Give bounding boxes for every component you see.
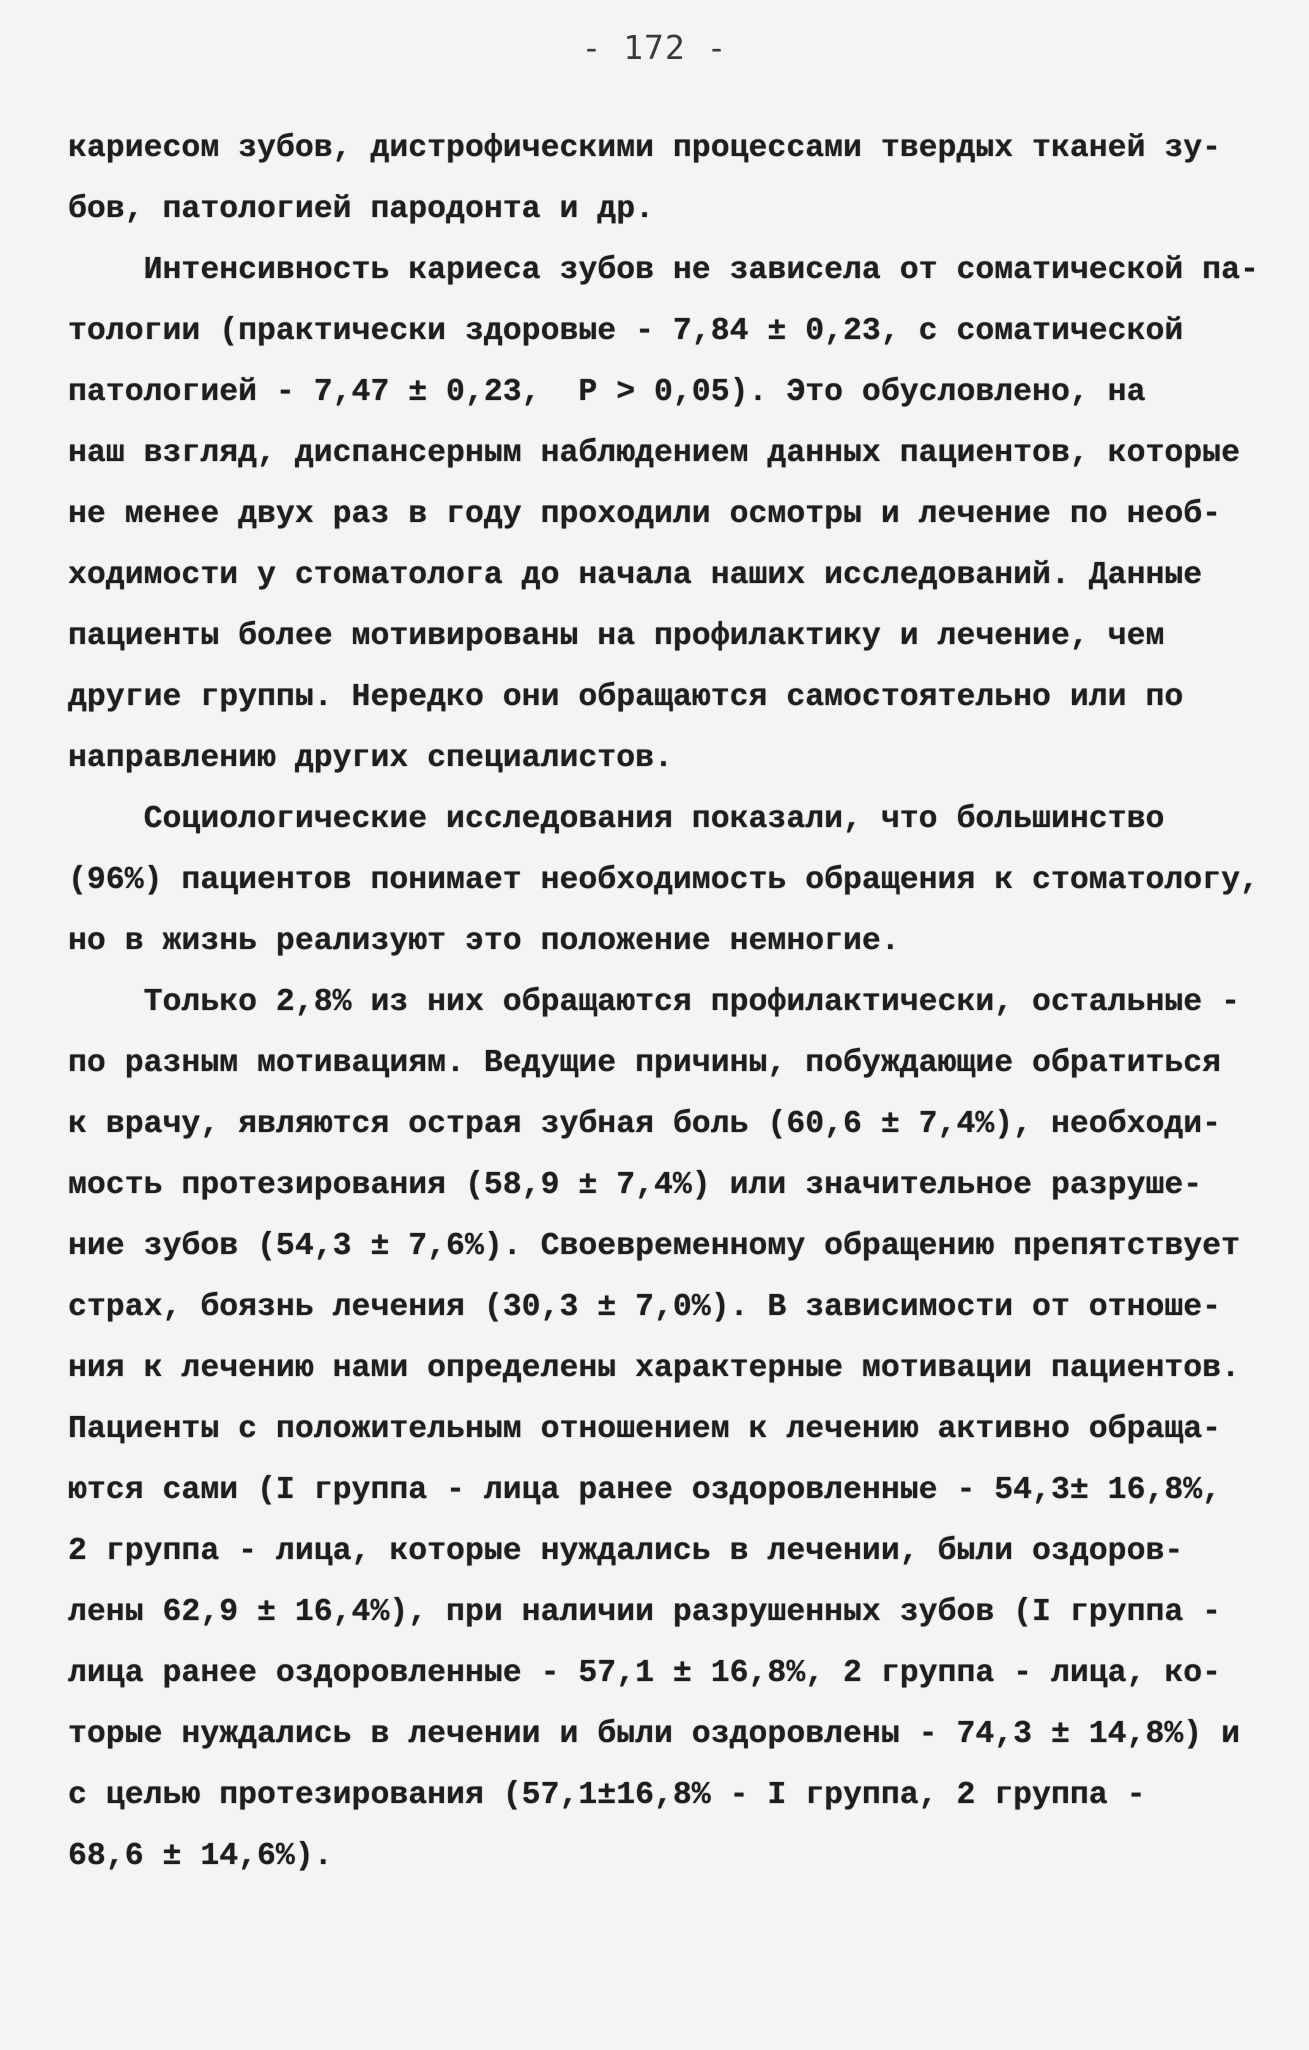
text-line: Социологические исследования показали, что большинство: [68, 802, 1165, 837]
text-line: кариесом зубов, дистрофическими процессами твердых тканей зу-: [68, 131, 1222, 166]
text-line: бов, патологией пародонта и др.: [68, 192, 654, 227]
text-line: Пациенты с положительным отношением к лечению активно обраща-: [68, 1412, 1222, 1447]
text-line: Только 2,8% из них обращаются профилактически, остальные -: [68, 985, 1240, 1020]
text-line: ются сами (I группа - лица ранее оздоровленные - 54,3± 16,8%,: [68, 1473, 1222, 1508]
text-line: страх, боязнь лечения (30,3 ± 7,0%). В зависимости от отноше-: [68, 1290, 1222, 1325]
text-line: по разным мотивациям. Ведущие причины, побуждающие обратиться: [68, 1046, 1222, 1081]
text-line: ния к лечению нами определены характерные мотивации пациентов.: [68, 1351, 1240, 1386]
body-text: [68, 118, 1259, 1887]
page-number: - 172 -: [581, 28, 728, 67]
text-line: но в жизнь реализуют это положение немногие.: [68, 924, 900, 959]
text-line: Интенсивность кариеса зубов не зависела от соматической па-: [68, 253, 1259, 288]
text-line: наш взгляд, диспансерным наблюдением данных пациентов, которые: [68, 436, 1240, 471]
text-line: с целью протезирования (57,1±16,8% - I группа, 2 группа -: [68, 1778, 1146, 1813]
text-line: лица ранее оздоровленные - 57,1 ± 16,8%, 2 группа - лица, ко-: [68, 1656, 1222, 1691]
text-line: (96%) пациентов понимает необходимость обращения к стоматологу,: [68, 863, 1259, 898]
text-line: 68,6 ± 14,6%).: [68, 1839, 333, 1874]
text-line: к врачу, являются острая зубная боль (60,6 ± 7,4%), необходи-: [68, 1107, 1222, 1142]
text-line: лены 62,9 ± 16,4%), при наличии разрушенных зубов (I группа -: [68, 1595, 1222, 1630]
text-line: другие группы. Нередко они обращаются самостоятельно или по: [68, 680, 1184, 715]
text-line: не менее двух раз в году проходили осмотры и лечение по необ-: [68, 497, 1222, 532]
text-line: мость протезирования (58,9 ± 7,4%) или значительное разруше-: [68, 1168, 1203, 1203]
text-line: патологией - 7,47 ± 0,23, P > 0,05). Это обусловлено, на: [68, 375, 1146, 410]
text-line: направлению других специалистов.: [68, 741, 673, 776]
text-line: 2 группа - лица, которые нуждались в лечении, были оздоров-: [68, 1534, 1184, 1569]
text-line: тологии (практически здоровые - 7,84 ± 0,23, с соматической: [68, 314, 1184, 349]
text-line: ходимости у стоматолога до начала наших исследований. Данные: [68, 558, 1203, 593]
text-line: торые нуждались в лечении и были оздоровлены - 74,3 ± 14,8%) и: [68, 1717, 1240, 1752]
text-line: ние зубов (54,3 ± 7,6%). Своевременному обращению препятствует: [68, 1229, 1240, 1264]
text-line: пациенты более мотивированы на профилактику и лечение, чем: [68, 619, 1165, 654]
